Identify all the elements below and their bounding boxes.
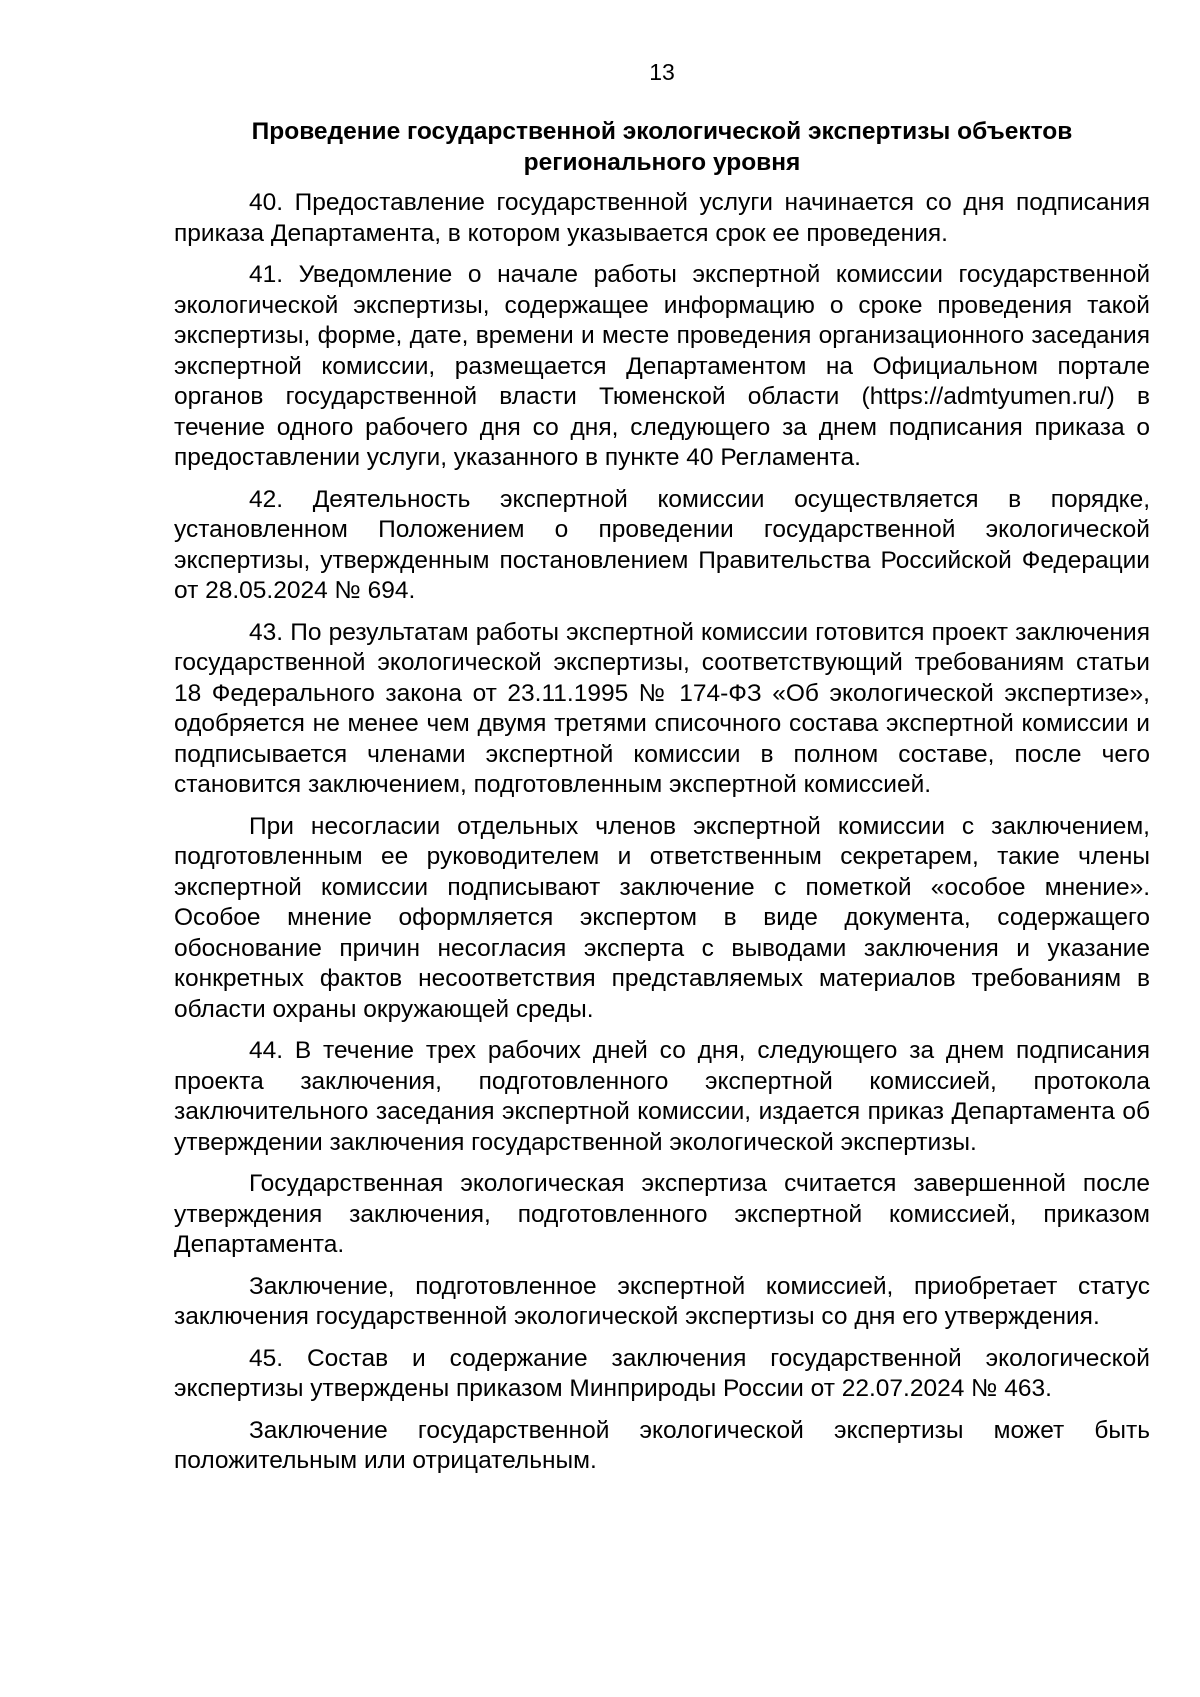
paragraph-44-status: Заключение, подготовленное экспертной комиссией, приобретает статус заключения государственной экологической экспертизы со дня его утверждения. bbox=[174, 1272, 1150, 1330]
paragraph-44: 44. В течение трех рабочих дней со дня, следующего за днем подписания проекта заключения, подготовленного экспертной комиссией, протокола заключительного заседания экспертной комиссии, издается приказ Департамента об утверждении заключения государственной экологической экспертизы. bbox=[174, 1037, 1150, 1156]
paragraph-45-outcome: Заключение государственной экологической экспертизы может быть положительным или отрицательным. bbox=[174, 1416, 1150, 1474]
section-title: Проведение государственной экологической экспертизы объектов регионального уровня bbox=[251, 118, 1073, 176]
paragraph-42: 42. Деятельность экспертной комиссии осуществляется в порядке, установленном Положением о проведении государственной экологической экспертизы, утвержденным постановлением Правительства Российской Федерации от 28.05.2024 № 694. bbox=[174, 485, 1150, 604]
paragraph-40: 40. Предоставление государственной услуги начинается со дня подписания приказа Департамента, в котором указывается срок ее проведения. bbox=[174, 189, 1150, 247]
paragraph-45: 45. Состав и содержание заключения государственной экологической экспертизы утверждены приказом Минприроды России от 22.07.2024 № 463. bbox=[174, 1344, 1150, 1402]
paragraph-44-completion: Государственная экологическая экспертиза считается завершенной после утверждения заключения, подготовленного экспертной комиссией, приказом Департамента. bbox=[174, 1170, 1150, 1258]
paragraph-43: 43. По результатам работы экспертной комиссии готовится проект заключения государственной экологической экспертизы, соответствующий требованиям статьи 18 Федерального закона от 23.11.1995 № 174-ФЗ «Об экологической экспертизе», одобряется не менее чем двумя третями списочного состава экспертной комиссии и подписывается членами экспертной комиссии в полном составе, после чего становится заключением, подготовленным экспертной комиссией. bbox=[174, 618, 1150, 798]
paragraph-41: 41. Уведомление о начале работы экспертной комиссии государственной экологической экспертизы, содержащее информацию о сроке проведения такой экспертизы, форме, дате, времени и месте проведения организационного заседания экспертной комиссии, размещается Департаментом на Официальном портале органов государственной власти Тюменской области (https://admtyumen.ru/) в течение одного рабочего дня со дня, следующего за днем подписания приказа о предоставлении услуги, указанного в пункте 40 Регламента. bbox=[174, 261, 1150, 471]
page-number: 13 bbox=[649, 59, 675, 85]
document-body bbox=[174, 116, 1150, 1488]
paragraph-43-dissent: При несогласии отдельных членов экспертной комиссии с заключением, подготовленным ее руководителем и ответственным секретарем, такие члены экспертной комиссии подписывают заключение с пометкой «особое мнение». Особое мнение оформляется экспертом в виде документа, содержащего обоснование причин несогласия эксперта с выводами заключения и указание конкретных фактов несоответствия представляемых материалов требованиям в области охраны окружающей среды. bbox=[174, 812, 1150, 1023]
